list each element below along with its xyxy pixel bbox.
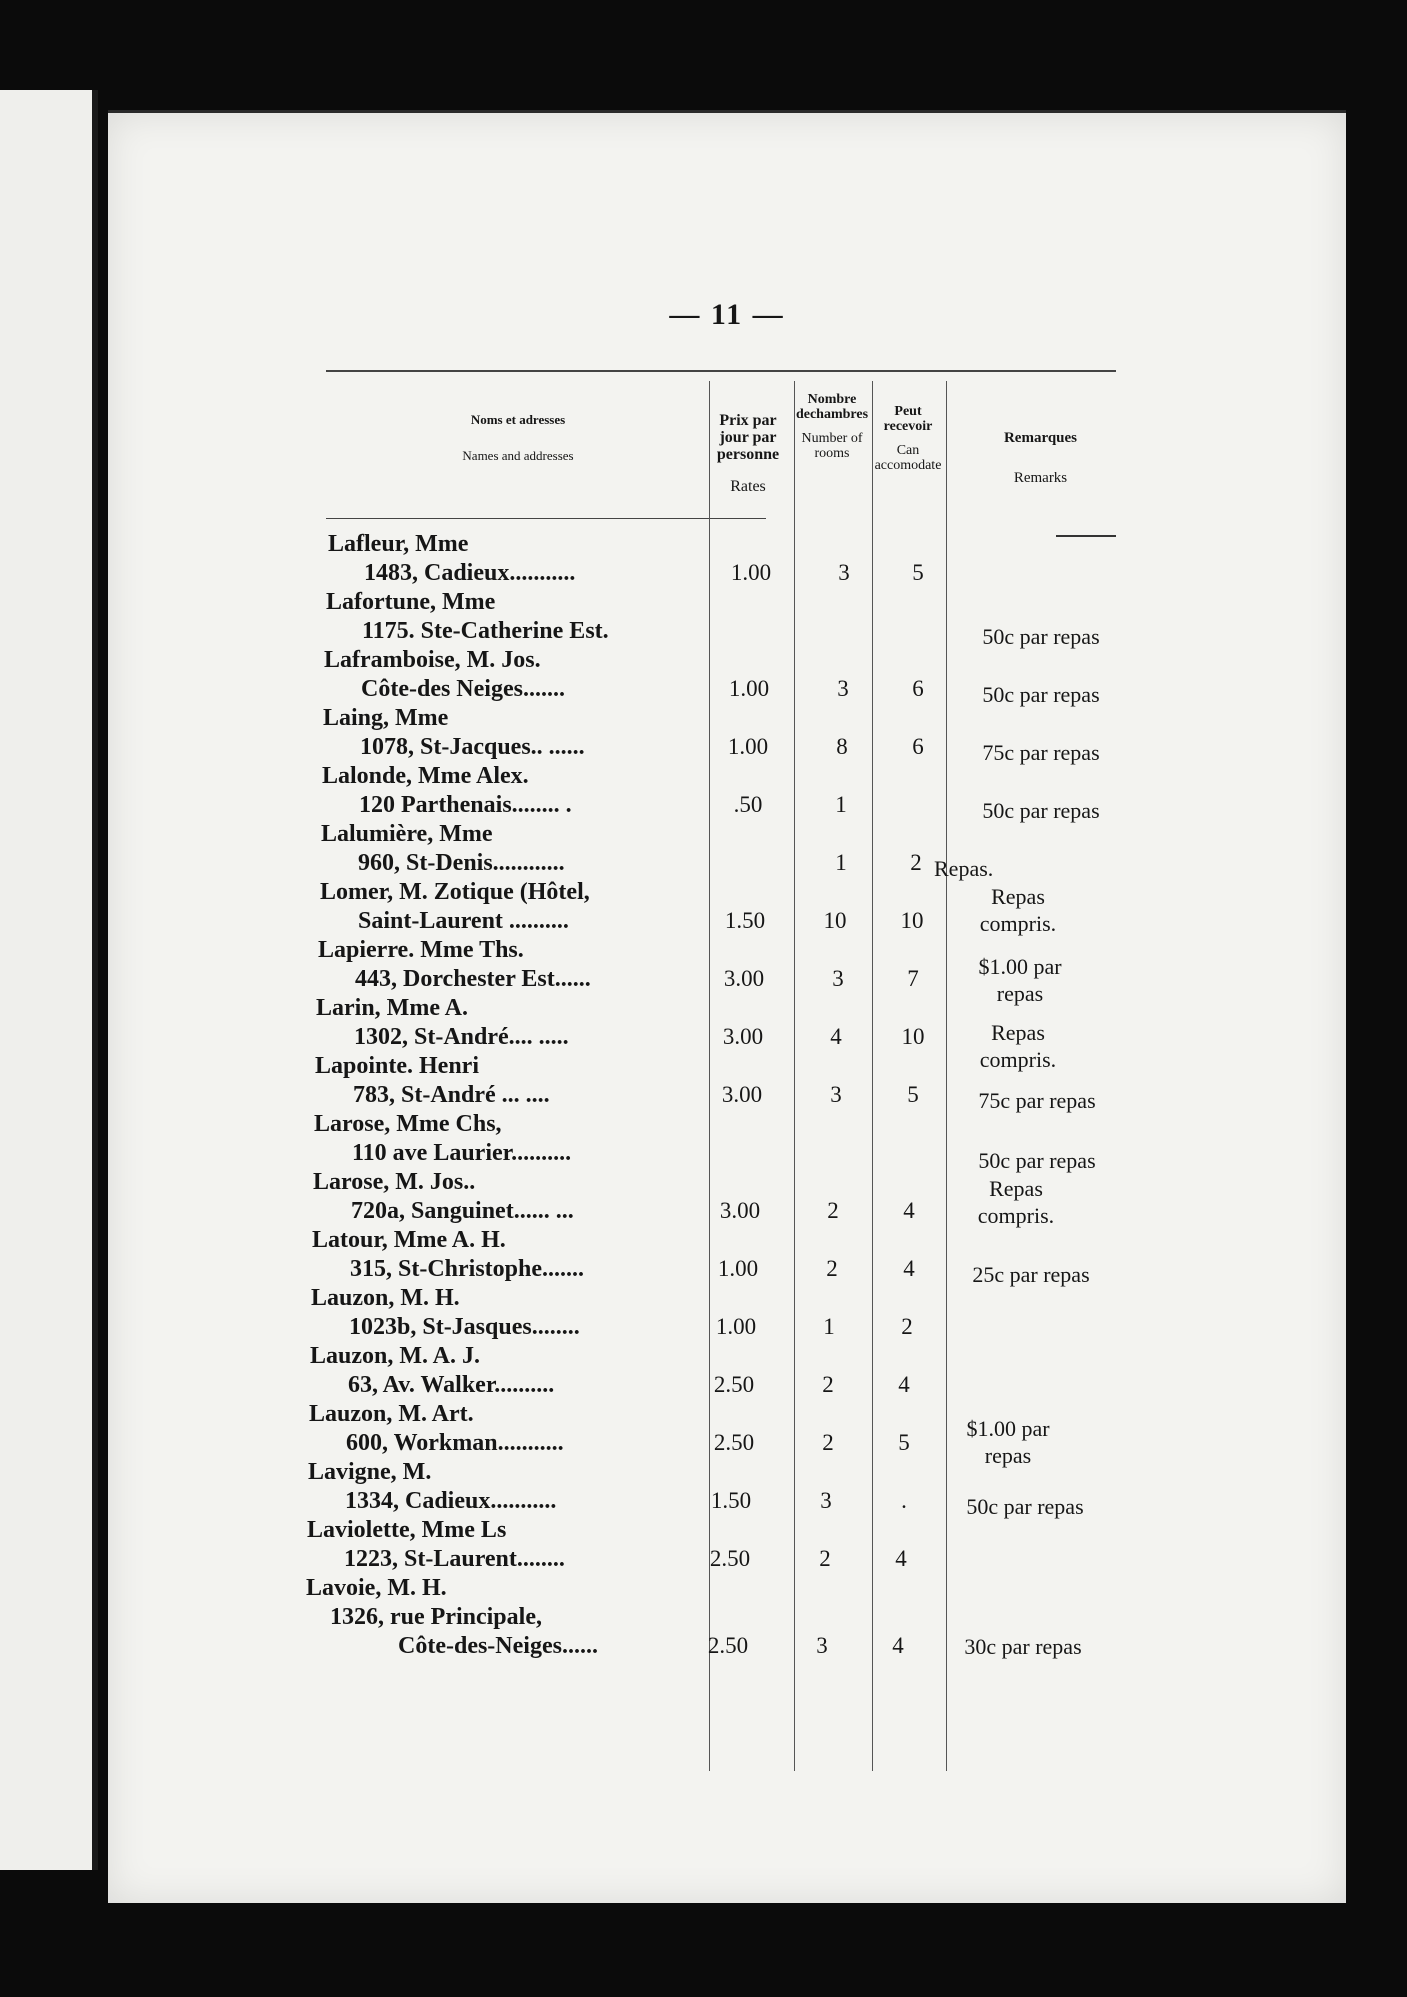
row-accommodate: 7 [907, 966, 919, 991]
row-address: Côte-des-Neiges...... [398, 1633, 598, 1659]
row-remark: Repas. [934, 856, 994, 881]
table-row [108, 1227, 1346, 1285]
row-rate: 3.00 [723, 966, 765, 991]
header-accommodate [873, 405, 943, 474]
table-row [108, 937, 1346, 1006]
row-rooms: 4 [830, 1024, 842, 1049]
row-rate: 2.50 [713, 1430, 755, 1455]
table-row [108, 879, 1346, 937]
row-address: 1078, St-Jacques.. ...... [360, 734, 585, 760]
row-remark: 75c par repas [978, 1088, 1096, 1113]
table-row [108, 1343, 1346, 1401]
table-row [108, 531, 1346, 589]
header-rates [708, 413, 788, 496]
header-names-fr: Noms et adresses [470, 412, 566, 427]
header-underline [326, 518, 766, 519]
table-row [108, 1459, 1346, 1517]
row-rate: 2.50 [709, 1546, 751, 1571]
header-accom-fr: Peut recevoir [883, 404, 933, 434]
row-rate: 1.00 [717, 1256, 759, 1281]
header-rooms-fr: Nombre dechambres [795, 392, 869, 422]
row-rooms: 3 [816, 1633, 828, 1658]
row-name: Larin, Mme A. [316, 995, 468, 1021]
header-names [358, 413, 678, 462]
row-address: 443, Dorchester Est...... [355, 966, 591, 992]
row-accommodate: 4 [903, 1198, 915, 1223]
row-address: 1302, St-André.... ..... [354, 1024, 569, 1050]
row-address: 960, St-Denis............ [358, 850, 565, 876]
row-address: 783, St-André ... .... [353, 1082, 550, 1108]
row-rooms: 3 [830, 1082, 842, 1107]
top-rule [326, 370, 1116, 372]
row-rooms: 2 [827, 1198, 839, 1223]
row-rooms: 3 [837, 676, 849, 701]
row-accommodate: 6 [912, 734, 924, 759]
row-accommodate: 4 [892, 1633, 904, 1658]
row-accommodate: 5 [898, 1430, 910, 1455]
table-row [108, 763, 1346, 821]
row-accommodate: 6 [912, 676, 924, 701]
row-name: Lafortune, Mme [326, 589, 496, 615]
row-accommodate: 2 [901, 1314, 913, 1339]
row-name: Lomer, M. Zotique (Hôtel, [320, 879, 590, 905]
row-remark: 30c par repas [964, 1634, 1082, 1659]
table-row [108, 1053, 1346, 1111]
row-remark: $1.00 par repas [966, 1416, 1050, 1468]
row-rooms: 10 [823, 908, 847, 933]
row-remark: 50c par repas [982, 624, 1100, 649]
row-name: Lauzon, M. H. [311, 1285, 460, 1311]
facing-page-edge [0, 90, 98, 1870]
row-address: 1334, Cadieux........... [345, 1488, 557, 1514]
row-rooms: 1 [835, 850, 847, 875]
row-rooms: 3 [820, 1488, 832, 1513]
row-rooms: 1 [835, 792, 847, 817]
row-address: 720a, Sanguinet...... ... [351, 1198, 574, 1224]
header-remarks-fr: Remarques [1003, 430, 1078, 446]
row-rate: 1.50 [724, 908, 766, 933]
row-rate: 3.00 [719, 1198, 761, 1223]
row-address: 315, St-Christophe....... [350, 1256, 585, 1282]
row-remark: Repas compris. [979, 884, 1057, 936]
row-remark: 50c par repas [966, 1494, 1084, 1519]
row-remark: 50c par repas [982, 798, 1100, 823]
row-rooms: 2 [822, 1430, 834, 1455]
row-remark: 75c par repas [982, 740, 1100, 765]
table-row [108, 589, 1346, 647]
table-row [108, 821, 1346, 879]
row-accommodate: 4 [903, 1256, 915, 1281]
row-rate: 1.50 [710, 1488, 752, 1513]
row-rate: 2.50 [707, 1633, 749, 1658]
row-name: Latour, Mme A. H. [312, 1227, 506, 1253]
row-address: Côte-des Neiges....... [361, 676, 565, 702]
table-row [108, 1517, 1346, 1575]
header-rates-fr: Prix par jour par personne [716, 412, 780, 463]
row-rooms: 8 [836, 734, 848, 759]
row-remark: Repas compris. [977, 1176, 1055, 1228]
row-accommodate: 2 [910, 850, 922, 875]
row-address: 110 ave Laurier.......... [352, 1140, 572, 1166]
row-address: 120 Parthenais........ . [359, 792, 572, 818]
header-remarks-en: Remarks [1013, 469, 1068, 486]
table-row [108, 647, 1346, 705]
header-rates-en: Rates [730, 478, 766, 496]
row-remark: 50c par repas [982, 682, 1100, 707]
table-row [108, 705, 1346, 763]
row-rate: 1.00 [728, 676, 770, 701]
table-row [108, 1575, 1346, 1675]
row-name: Lalumière, Mme [321, 821, 493, 847]
row-accommodate: 4 [898, 1372, 910, 1397]
row-remark: Repas compris. [979, 1020, 1057, 1072]
row-name: Lauzon, M. A. J. [310, 1343, 481, 1369]
table-row [108, 1285, 1346, 1343]
row-name: Larose, M. Jos.. [313, 1169, 476, 1195]
row-rooms: 3 [838, 560, 850, 585]
header-accom-en: Can accomodate [874, 443, 942, 474]
row-rate: 1.00 [715, 1314, 757, 1339]
row-address: 63, Av. Walker.......... [348, 1372, 555, 1398]
row-name: Lavoie, M. H. [306, 1575, 447, 1601]
row-address: 1175. Ste-Catherine Est. [362, 618, 609, 644]
row-address: Saint-Laurent .......... [358, 908, 569, 934]
row-accommodate: . [901, 1488, 907, 1513]
header-remarks [948, 431, 1133, 487]
row-name: Lafleur, Mme [328, 531, 469, 557]
row-rate: 1.00 [727, 734, 769, 759]
row-name: Laviolette, Mme Ls [307, 1517, 507, 1543]
table-row [108, 1169, 1346, 1227]
document-page [108, 110, 1346, 1903]
row-rooms: 3 [832, 966, 844, 991]
row-address-line1: 1326, rue Principale, [330, 1604, 542, 1630]
row-address: 1483, Cadieux........... [364, 560, 576, 586]
row-rate: 3.00 [721, 1082, 763, 1107]
row-name: Lauzon, M. Art. [309, 1401, 474, 1427]
row-remark: 50c par repas [978, 1148, 1096, 1173]
row-rate: 2.50 [713, 1372, 755, 1397]
row-rooms: 2 [822, 1372, 834, 1397]
row-name: Laing, Mme [323, 705, 449, 731]
row-accommodate: 5 [912, 560, 924, 585]
row-name: Lalonde, Mme Alex. [322, 763, 529, 789]
row-accommodate: 10 [901, 1024, 925, 1049]
row-name: Lapointe. Henri [315, 1053, 480, 1079]
row-rate: 3.00 [722, 1024, 764, 1049]
header-names-en: Names and addresses [462, 447, 574, 463]
row-address: 1223, St-Laurent........ [344, 1546, 565, 1572]
row-name: Lavigne, M. [308, 1459, 432, 1485]
row-remark: 25c par repas [972, 1262, 1090, 1287]
row-accommodate: 5 [907, 1082, 919, 1107]
row-rooms: 2 [826, 1256, 838, 1281]
row-rooms: 1 [823, 1314, 835, 1339]
header-rooms [794, 393, 870, 462]
row-rate: 1.00 [730, 560, 772, 585]
row-address: 1023b, St-Jasques........ [349, 1314, 580, 1340]
row-accommodate: 10 [900, 908, 924, 933]
table-row [108, 1111, 1346, 1173]
row-address: 600, Workman........... [346, 1430, 564, 1456]
table-row [108, 1401, 1346, 1468]
row-rate: .50 [733, 792, 763, 817]
row-remark: $1.00 par repas [978, 954, 1062, 1006]
page-number: — 11 — [669, 298, 785, 331]
row-accommodate: 4 [895, 1546, 907, 1571]
row-name: Lapierre. Mme Ths. [318, 937, 524, 963]
header-rooms-en: Number of rooms [801, 431, 863, 462]
row-rooms: 2 [819, 1546, 831, 1571]
row-name: Larose, Mme Chs, [314, 1111, 502, 1137]
row-name: Laframboise, M. Jos. [324, 647, 541, 673]
